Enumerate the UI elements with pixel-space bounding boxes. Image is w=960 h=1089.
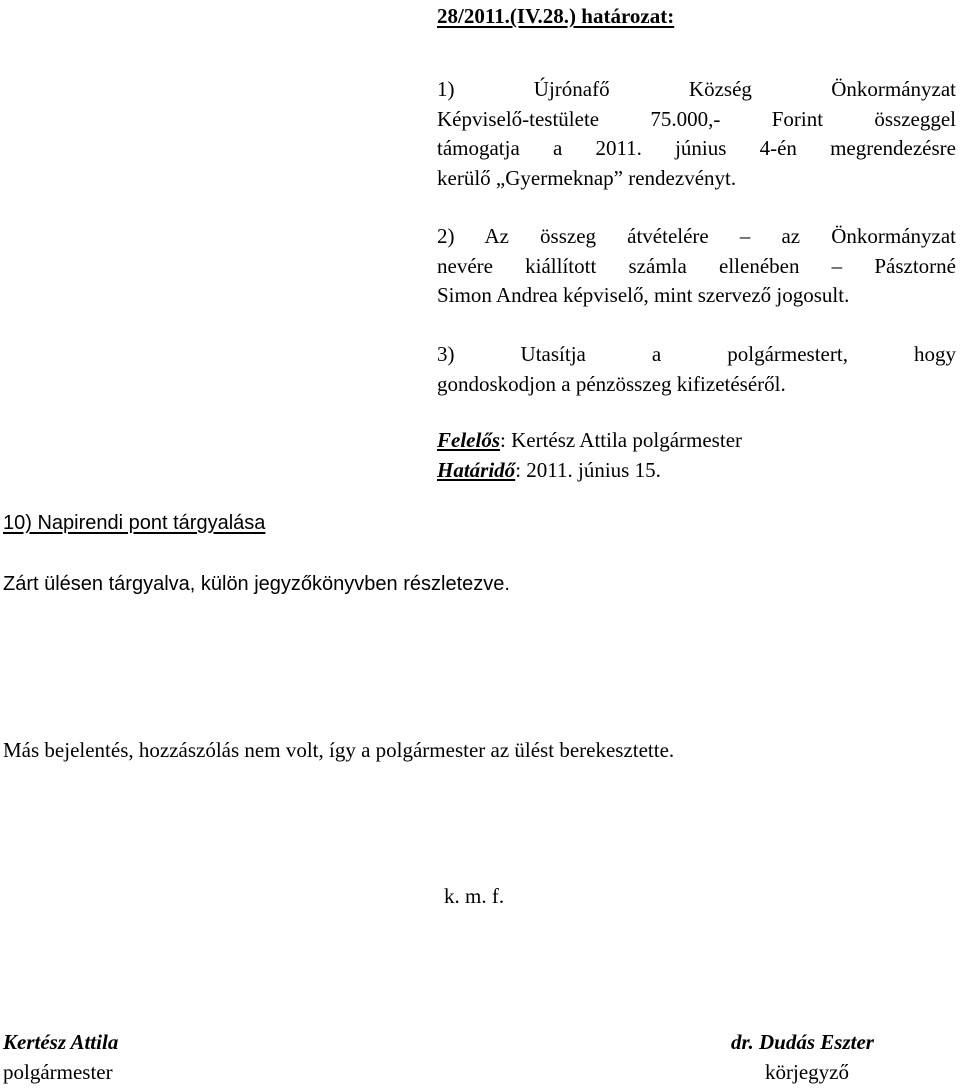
responsible-label: Felelős xyxy=(437,428,500,452)
item1-line-4: kerülő „Gyermeknap” rendezvényt. xyxy=(437,165,737,190)
item2-line-2: nevére kiállított számla ellenében – Pásztorné xyxy=(437,253,956,278)
deadline-value: : 2011. június 15. xyxy=(515,458,661,482)
responsible-value: : Kertész Attila polgármester xyxy=(500,428,743,452)
deadline-line xyxy=(437,456,661,486)
signature-right-title: körjegyző xyxy=(765,1060,849,1084)
closing-text: Más bejelentés, hozzászólás nem volt, így a polgármester az ülést berekesztette. xyxy=(3,738,675,762)
agenda-item-heading: 10) Napirendi pont tárgyalása xyxy=(3,512,266,534)
resolution-item-2 xyxy=(437,222,956,311)
signature-left-title: polgármester xyxy=(3,1060,113,1084)
item1-line-3: támogatja a 2011. június 4-én megrendezésre xyxy=(437,136,956,160)
resolution-item-1 xyxy=(437,75,956,193)
resolution-heading: 28/2011.(IV.28.) határozat: xyxy=(437,4,675,28)
item3-line-2: gondoskodjon a pénzösszeg kifizetéséről. xyxy=(437,371,786,396)
responsible-line xyxy=(437,426,742,456)
item2-line-1: 2) Az összeg átvételére – az Önkormányzat xyxy=(437,224,956,248)
item3-line-1: 3) Utasítja a polgármestert, hogy xyxy=(437,342,956,366)
item2-line-3: Simon Andrea képviselő, mint szervező jogosult. xyxy=(437,283,850,307)
signature-left-name: Kertész Attila xyxy=(3,1030,119,1054)
closed-session-text: Zárt ülésen tárgyalva, külön jegyzőkönyvben részletezve. xyxy=(3,573,510,595)
item1-line-2: Képviselő-testülete 75.000,- Forint összeggel xyxy=(437,106,956,131)
kmf: k. m. f. xyxy=(444,884,505,908)
resolution-item-3 xyxy=(437,340,956,399)
item1-line-1: 1) Újrónafő Község Önkormányzat xyxy=(437,77,956,101)
deadline-label: Határidő xyxy=(437,458,516,482)
signature-right-name: dr. Dudás Eszter xyxy=(731,1030,874,1054)
